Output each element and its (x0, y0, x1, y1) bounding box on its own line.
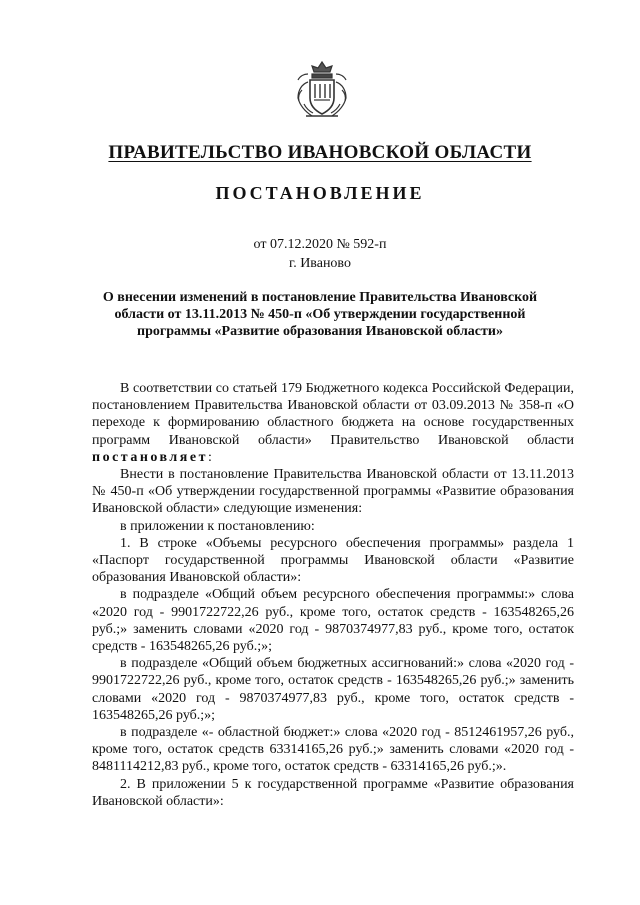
date-number: от 07.12.2020 № 592-п (253, 237, 387, 252)
paragraph-4: 1. В строке «Объемы ресурсного обеспечения программы» раздела 1 «Паспорт государственной программы Ивановской области «Развитие образования Ивановской области»: (92, 535, 574, 586)
resolution-verb: постановляет (92, 449, 208, 465)
document-type: ПОСТАНОВЛЕНИЕ (215, 183, 425, 203)
paragraph-1-colon: : (207, 449, 212, 465)
paragraph-8: 2. В приложении 5 к государственной программе «Развитие образования Ивановской области»: (92, 776, 574, 809)
document-heading: О внесении изменений в постановление Правительства Ивановской области от 13.11.2013 № 450-п «Об утверждении государственной программы «Развитие образования Ивановской области» (102, 290, 538, 339)
organization-title: ПРАВИТЕЛЬСТВО ИВАНОВСКОЙ ОБЛАСТИ (108, 142, 532, 163)
paragraph-6: в подразделе «Общий объем бюджетных ассигнований:» слова «2020 год - 9901722722,26 руб., кроме того, остаток средств - 163548265,26 руб.;» заменить словами «2020 год - 9870374977,83 руб., кроме того, остаток средств - 163548265,26 руб.;»; (92, 656, 574, 723)
document-body (92, 380, 574, 810)
city: г. Иваново (289, 256, 351, 271)
paragraph-3: в приложении к постановлению: (120, 518, 315, 534)
coat-of-arms-icon (292, 60, 352, 122)
paragraph-5: в подразделе «Общий объем ресурсного обеспечения программы:» слова «2020 год - 9901722722,26 руб., кроме того, остаток средств - 163548265,26 руб.;» заменить словами «2020 год - 9870374977,83 руб., кроме того, остаток средств - 163548265,26 руб.;»; (92, 587, 574, 655)
paragraph-1 (92, 380, 574, 466)
paragraph-2: Внести в постановление Правительства Ивановской области от 13.11.2013 № 450-п «Об утверждении государственной программы «Развитие образования Ивановской области» следующие изменения: (92, 467, 574, 517)
paragraph-1-text: В соответствии со статьей 179 Бюджетного кодекса Российской Федерации, постановлением Правительства Ивановской области от 03.09.2013 № 358-п «О переходе к формированию областного бюджета на основе государственных программ Ивановской области» Правительство Ивановской области (92, 381, 574, 448)
paragraph-7: в подразделе «- областной бюджет:» слова «2020 год - 8512461957,26 руб., кроме того, остаток средств 63314165,26 руб.;» заменить словами «2020 год - 8481114212,83 руб., кроме того, остаток средств - 63314165,26 руб.;». (92, 725, 574, 775)
